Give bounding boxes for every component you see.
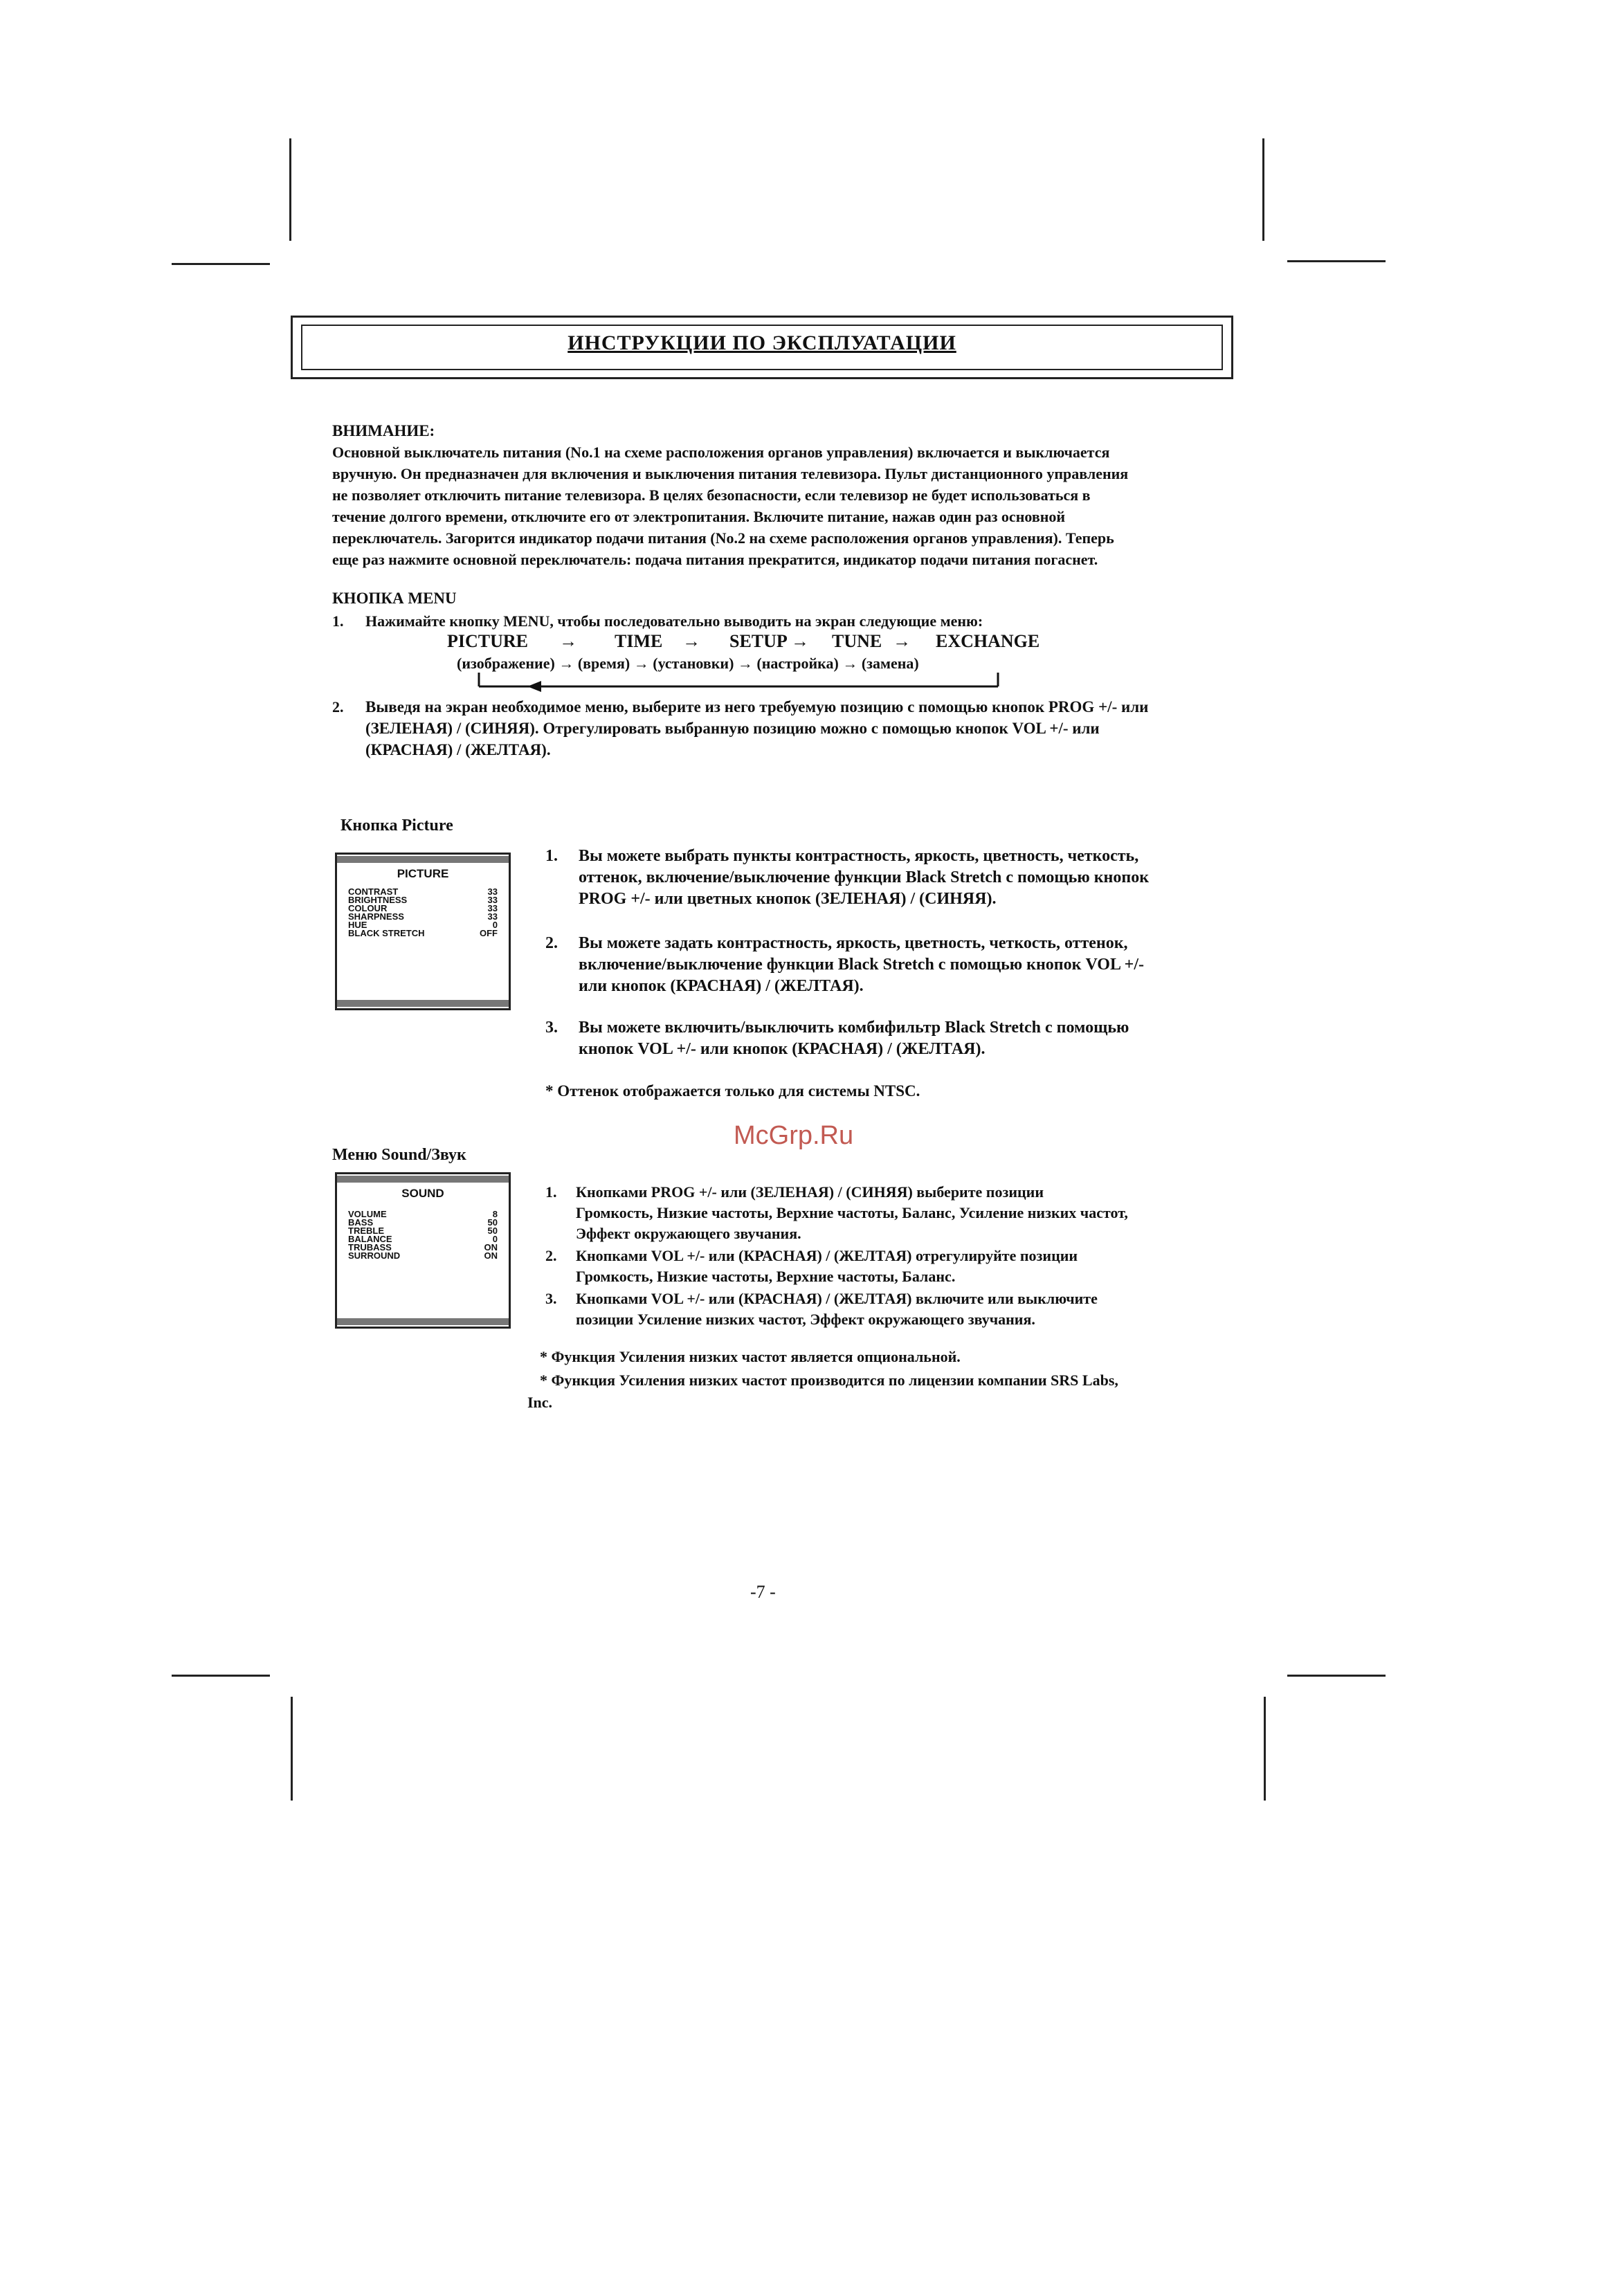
osd-row-label: BALANCE	[348, 1234, 392, 1244]
attention-heading: ВНИМАНИЕ:	[332, 422, 435, 439]
attention-line: переключатель. Загорится индикатор подачи питания (No.2 на схеме расположения органов управления). Теперь	[332, 529, 1114, 547]
sound-item-num: 1.	[545, 1183, 557, 1201]
menu-item-2-line: Выведя на экран необходимое меню, выберите из него требуемую позицию с помощью кнопок PROG +/- или	[365, 698, 1149, 716]
picture-item-line: включение/выключение функции Black Stretch с помощью кнопок VOL +/-	[579, 956, 1144, 974]
sound-item-text	[576, 1182, 1237, 1244]
menu-sequence-picture: PICTURE	[447, 631, 529, 651]
sound-note-1: * Функция Усиления низких частот является опциональной.	[540, 1348, 961, 1365]
menu-sequence-tune: TUNE	[832, 631, 882, 651]
attention-line: не позволяет отключить питание телевизора. В целях безопасности, если телевизор не будет использоваться в	[332, 486, 1091, 504]
menu-item-1-text: Нажимайте кнопку MENU, чтобы последовательно выводить на экран следующие меню:	[365, 612, 983, 630]
sound-item-line: Кнопками VOL +/- или (КРАСНАЯ) / (ЖЕЛТАЯ) включите или выключите	[576, 1290, 1098, 1307]
osd-top-bar	[337, 856, 509, 863]
picture-item-num: 1.	[545, 847, 558, 865]
page-number: -7 -	[750, 1582, 776, 1602]
sound-item-text	[576, 1246, 1237, 1287]
picture-item-line: Вы можете выбрать пункты контрастность, яркость, цветность, четкость,	[579, 847, 1139, 865]
sound-osd-row	[348, 1252, 498, 1260]
loop-arrow-head	[527, 681, 541, 692]
osd-row-label: COLOUR	[348, 903, 388, 913]
watermark: McGrp.Ru	[734, 1121, 854, 1150]
sound-osd-title: SOUND	[401, 1187, 444, 1200]
menu-item-2-line: (КРАСНАЯ) / (ЖЕЛТАЯ).	[365, 741, 551, 758]
menu-sequence-translation: (изображение) → (время) → (установки) → (настройка) → (замена)	[457, 655, 919, 672]
sound-item-num: 2.	[545, 1247, 557, 1264]
menu-sequence-arrow: →	[682, 631, 700, 651]
crop-mark-bottom-right-horizontal	[1287, 1675, 1386, 1677]
attention-line: еще раз нажмите основной переключатель: подача питания прекратится, индикатор подачи питания погаснет.	[332, 551, 1098, 568]
picture-item-line: Вы можете включить/выключить комбифильтр Black Stretch с помощью	[579, 1019, 1129, 1037]
osd-row-value: OFF	[480, 928, 498, 938]
menu-sequence-exchange: EXCHANGE	[936, 631, 1040, 651]
picture-item-line: Вы можете задать контрастность, яркость, цветность, четкость, оттенок,	[579, 934, 1128, 952]
menu-item-1-num: 1.	[332, 612, 344, 630]
picture-item-line: или кнопок (КРАСНАЯ) / (ЖЕЛТАЯ).	[579, 977, 864, 995]
picture-item-text	[579, 846, 1237, 910]
menu-button-heading: КНОПКА MENU	[332, 590, 457, 607]
osd-row-label: TRUBASS	[348, 1242, 392, 1252]
osd-row-label: SURROUND	[348, 1250, 401, 1261]
menu-item-2-num: 2.	[332, 698, 344, 716]
picture-item-num: 3.	[545, 1019, 558, 1037]
osd-row-value: 33	[487, 903, 498, 913]
picture-item-line: оттенок, включение/выключение функции Black Stretch с помощью кнопок	[579, 868, 1150, 886]
sound-item-line: Кнопками PROG +/- или (ЗЕЛЕНАЯ) / (СИНЯЯ) выберите позиции	[576, 1183, 1044, 1201]
osd-row-label: TREBLE	[348, 1226, 384, 1236]
osd-row-value: 0	[492, 920, 498, 930]
sound-item-line: Эффект окружающего звучания.	[576, 1225, 801, 1242]
menu-sequence-arrow: →	[559, 631, 577, 651]
menu-sequence-time: TIME	[615, 631, 663, 651]
osd-row-label: HUE	[348, 920, 367, 930]
sound-item-line: Громкость, Низкие частоты, Верхние частоты, Баланс.	[576, 1268, 956, 1285]
crop-mark-bottom-left-horizontal	[172, 1675, 270, 1677]
sound-note-2-continued: Inc.	[527, 1394, 553, 1411]
osd-row-label: BRIGHTNESS	[348, 895, 408, 905]
osd-row-label: BLACK STRETCH	[348, 928, 425, 938]
osd-row-value: 50	[487, 1217, 498, 1228]
osd-bottom-bar	[337, 1000, 509, 1007]
osd-row-value: ON	[484, 1242, 498, 1252]
sound-item-text	[576, 1288, 1237, 1330]
crop-mark-top-left-vertical	[289, 138, 291, 241]
menu-item-2-line: (ЗЕЛЕНАЯ) / (СИНЯЯ). Отрегулировать выбранную позицию можно с помощью кнопок VOL +/- или	[365, 720, 1100, 737]
osd-row-label: BASS	[348, 1217, 374, 1228]
osd-row-value: 0	[492, 1234, 498, 1244]
picture-item-line: кнопок VOL +/- или кнопок (КРАСНАЯ) / (ЖЕЛТАЯ).	[579, 1040, 986, 1058]
attention-line: течение долгого времени, отключите его от электропитания. Включите питание, нажав один раз основной	[332, 508, 1066, 525]
sound-item-num: 3.	[545, 1290, 557, 1307]
crop-mark-top-left-horizontal	[172, 263, 270, 265]
crop-mark-bottom-left-vertical	[291, 1697, 293, 1801]
osd-row-value: ON	[484, 1250, 498, 1261]
osd-row-value: 8	[492, 1209, 498, 1219]
title-frame	[291, 316, 1233, 379]
osd-row-label: VOLUME	[348, 1209, 387, 1219]
osd-row-label: CONTRAST	[348, 886, 399, 897]
picture-osd-title: PICTURE	[397, 867, 449, 880]
picture-heading: Кнопка Picture	[341, 817, 453, 835]
crop-mark-top-right-vertical	[1262, 138, 1264, 241]
page-title: ИНСТРУКЦИИ ПО ЭКСПЛУАТАЦИИ	[568, 331, 956, 354]
attention-paragraph	[332, 441, 1235, 570]
picture-note: * Оттенок отображается только для системы NTSC.	[545, 1082, 920, 1100]
menu-loop-arrow	[478, 671, 1004, 696]
sound-heading: Меню Sound/Звук	[332, 1146, 466, 1164]
picture-osd-row	[348, 913, 498, 921]
crop-mark-top-right-horizontal	[1287, 260, 1386, 262]
picture-item-line: PROG +/- или цветных кнопок (ЗЕЛЕНАЯ) / (СИНЯЯ).	[579, 890, 997, 908]
osd-row-value: 33	[487, 895, 498, 905]
osd-row-value: 33	[487, 911, 498, 922]
sound-item-line: Кнопками VOL +/- или (КРАСНАЯ) / (ЖЕЛТАЯ) отрегулируйте позиции	[576, 1247, 1078, 1264]
osd-bottom-bar	[337, 1318, 509, 1325]
picture-item-text	[579, 1017, 1237, 1060]
osd-top-bar	[337, 1176, 509, 1183]
picture-osd-screen	[335, 853, 511, 1010]
attention-line: вручную. Он предназначен для включения и выключения питания телевизора. Пульт дистанционного управления	[332, 465, 1129, 482]
menu-item-2-text	[365, 696, 1237, 760]
menu-sequence-setup: SETUP →	[729, 631, 809, 651]
osd-row-value: 33	[487, 886, 498, 897]
crop-mark-bottom-right-vertical	[1264, 1697, 1266, 1801]
sound-item-line: позиции Усиление низких частот, Эффект окружающего звучания.	[576, 1311, 1035, 1328]
attention-line: Основной выключатель питания (No.1 на схеме расположения органов управления) включается и выключается	[332, 444, 1110, 461]
picture-item-text	[579, 933, 1237, 997]
sound-osd-screen	[335, 1172, 511, 1329]
osd-row-value: 50	[487, 1226, 498, 1236]
osd-row-label: SHARPNESS	[348, 911, 404, 922]
menu-sequence-arrow: →	[893, 631, 911, 651]
sound-note-2: * Функция Усиления низких частот производится по лицензии компании SRS Labs,	[540, 1372, 1118, 1389]
picture-item-num: 2.	[545, 934, 558, 952]
picture-osd-row	[348, 929, 498, 938]
sound-item-line: Громкость, Низкие частоты, Верхние частоты, Баланс, Усиление низких частот,	[576, 1204, 1128, 1221]
